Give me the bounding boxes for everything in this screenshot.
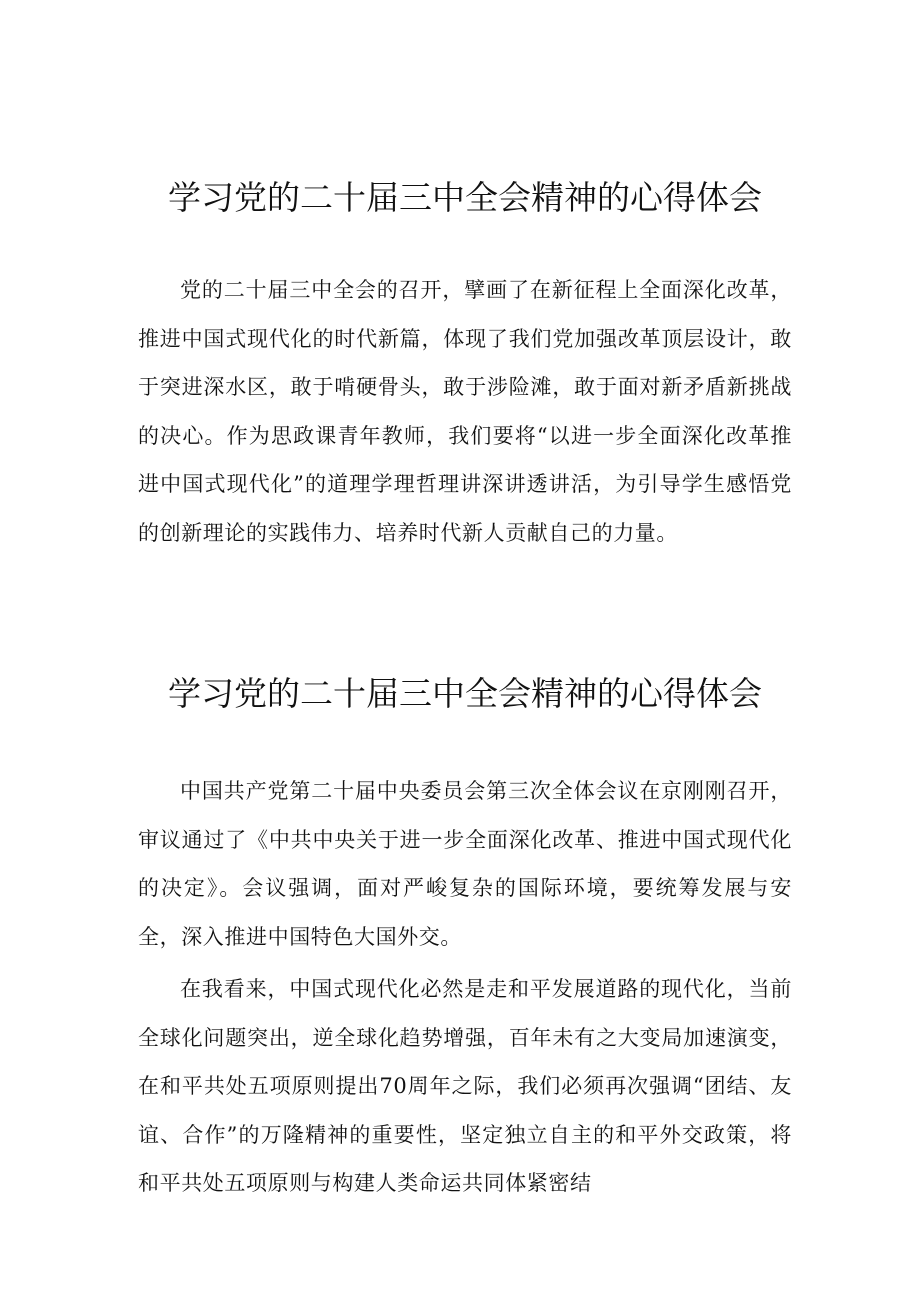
article-1-paragraph-1: 党的二十届三中全会的召开，擘画了在新征程上全面深化改革，推进中国式现代化的时代新篇，体现了我们党加强改革顶层设计，敢于突进深水区，敢于啃硬骨头，敢于涉险滩，敢于面对新矛盾新挑战的决心。作为思政课青年教师，我们要将“以进一步全面深化改革推进中国式现代化”的道理学理哲理讲深讲透讲活，为引导学生感悟党的创新理论的实践伟力、培养时代新人贡献自己的力量。 xyxy=(138,278,792,545)
article-2-paragraph-1: 中国共产党第二十届中央委员会第三次全体会议在京刚刚召开，审议通过了《中共中央关于进一步全面深化改革、推进中国式现代化的决定》。会议强调，面对严峻复杂的国际环境，要统筹发展与安全，深入推进中国特色大国外交。 xyxy=(138,779,792,949)
article-title-1: 学习党的二十届三中全会精神的心得体会 xyxy=(168,178,762,217)
article-section-2 xyxy=(138,668,792,1208)
article-title-2: 学习党的二十届三中全会精神的心得体会 xyxy=(168,674,762,713)
article-2-paragraph-2: 在我看来，中国式现代化必然是走和平发展道路的现代化，当前全球化问题突出，逆全球化趋势增强，百年未有之大变局加速演变，在和平共处五项原则提出70周年之际，我们必须再次强调“团结、友谊、合作”的万隆精神的重要性，坚定独立自主的和平外交政策，将和平共处五项原则与构建人类命运共同体紧密结 xyxy=(138,977,792,1195)
article-section-1 xyxy=(138,172,792,557)
